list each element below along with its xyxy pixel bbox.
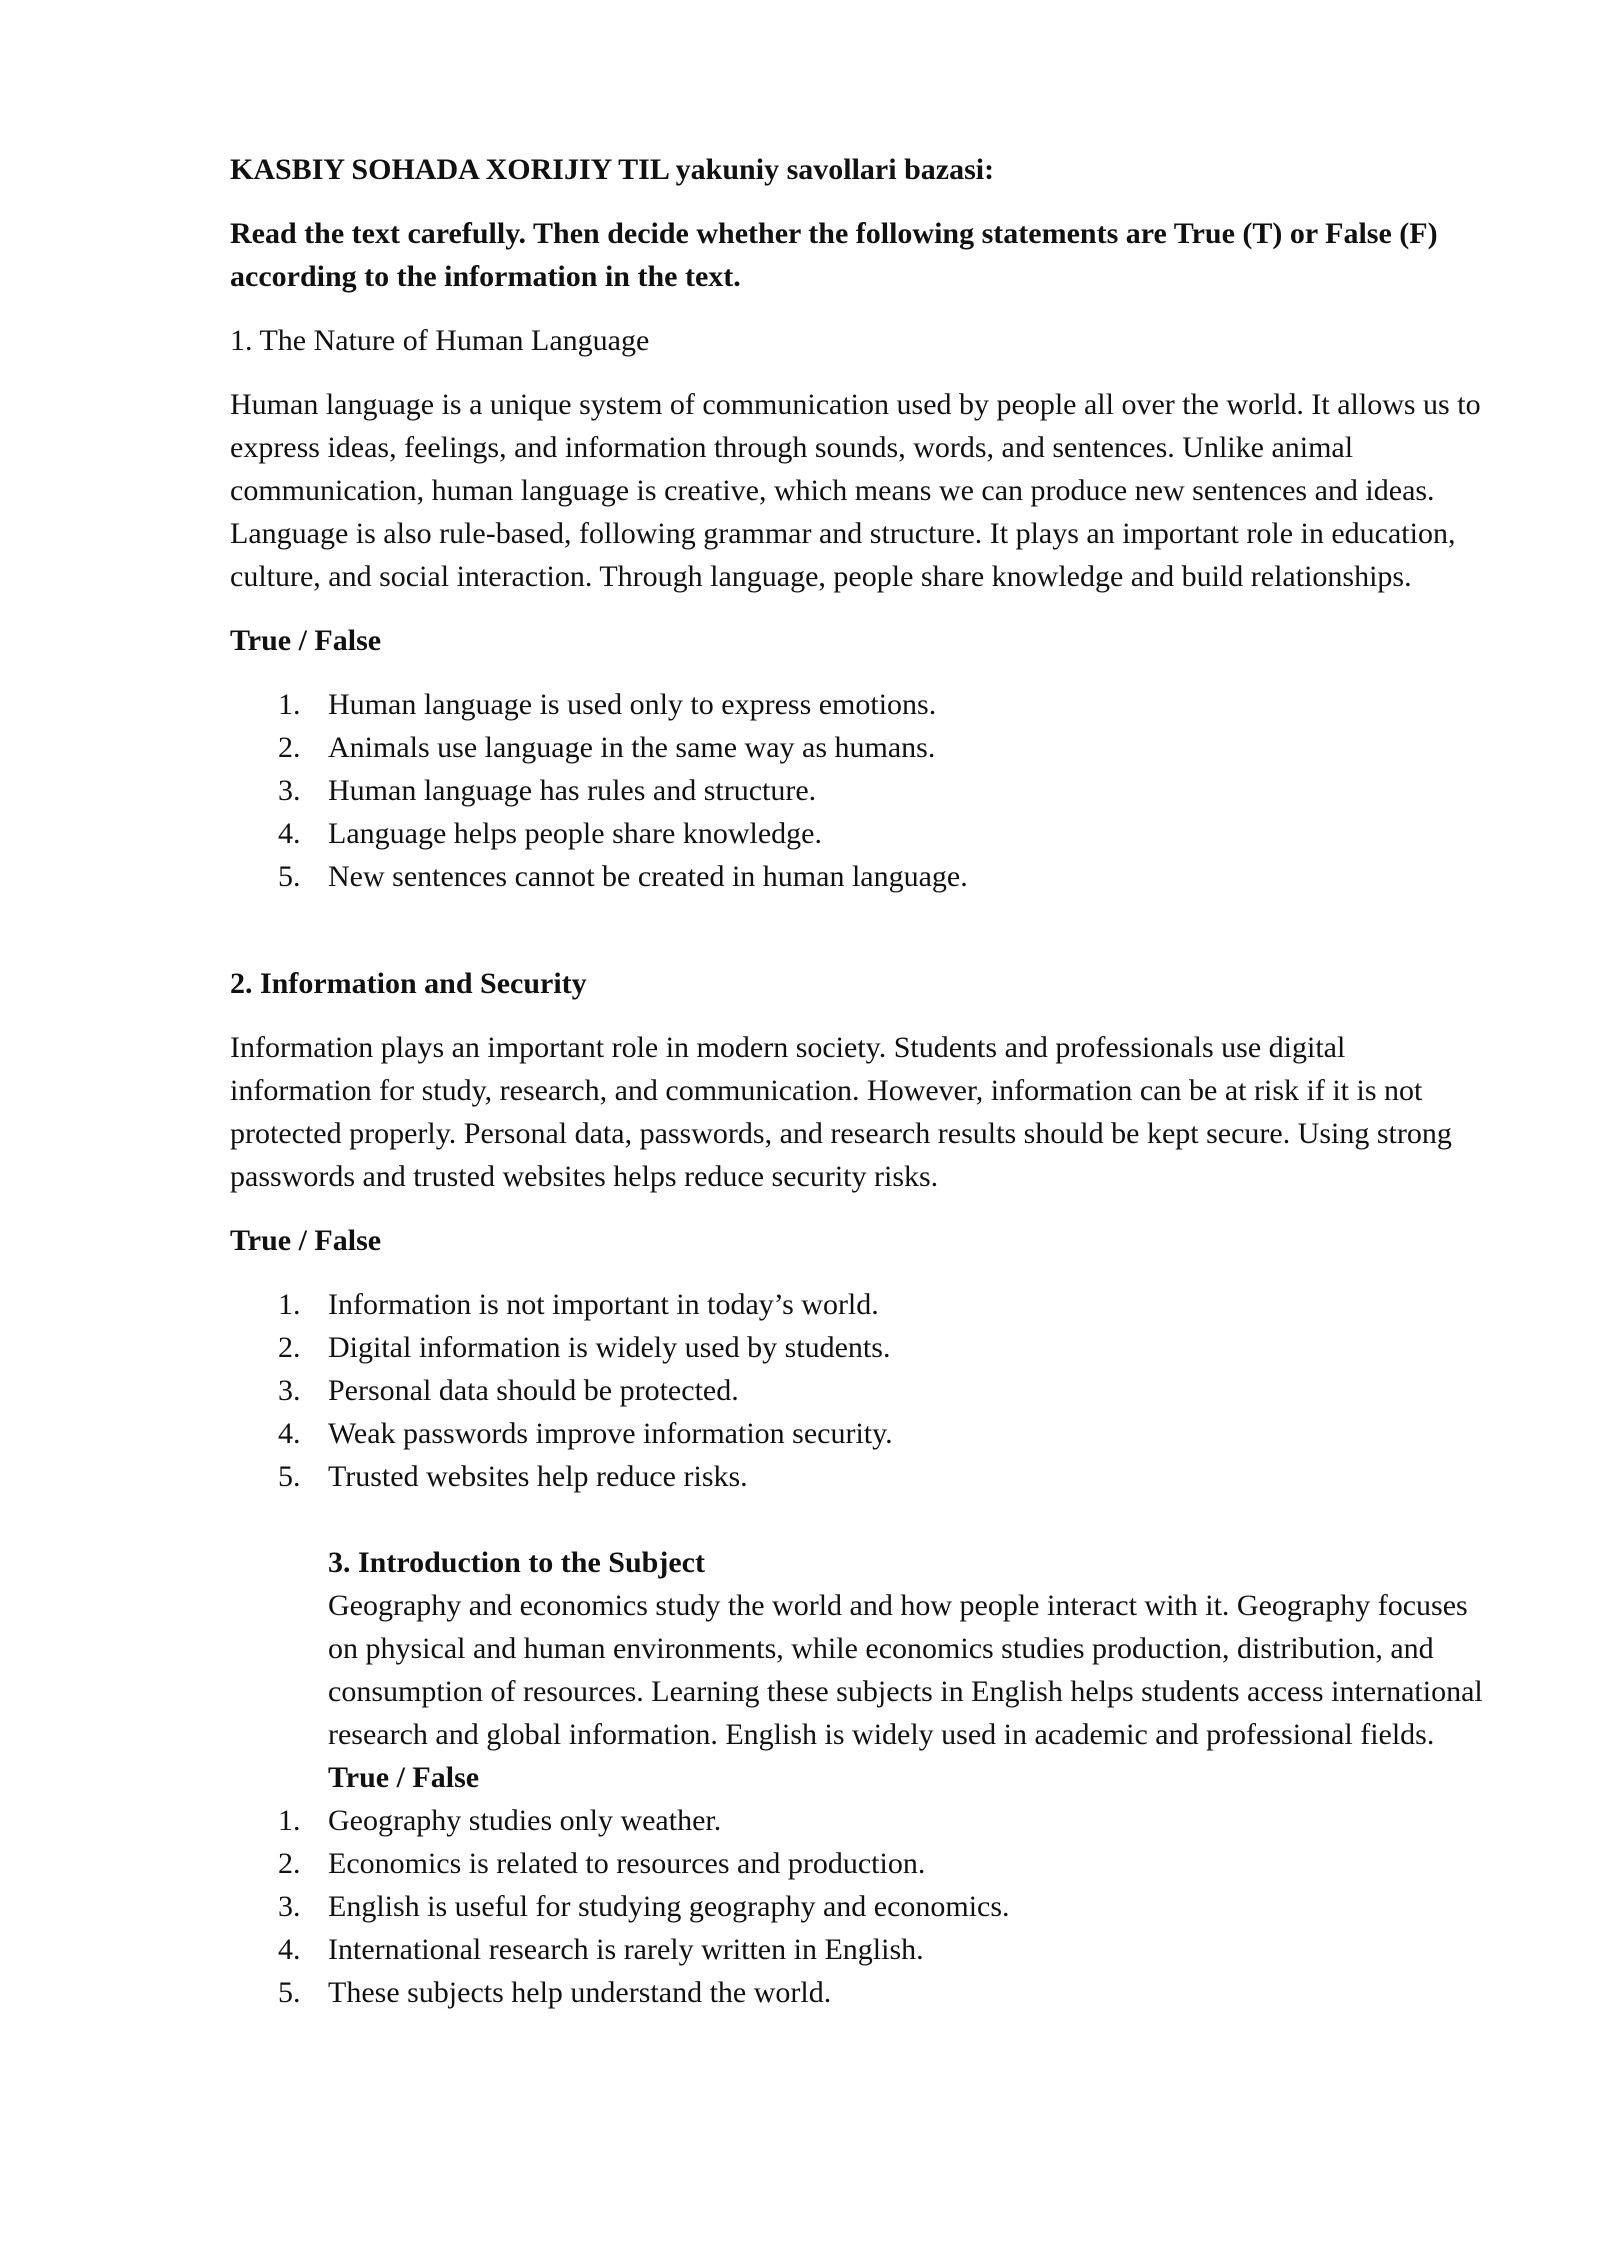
list-item bbox=[230, 1369, 1490, 1412]
statement-text: Personal data should be protected. bbox=[328, 1374, 739, 1407]
statement-text: Human language has rules and structure. bbox=[328, 774, 817, 807]
item-number: 3. bbox=[278, 774, 301, 807]
item-number: 1. bbox=[278, 1804, 301, 1837]
list-item bbox=[230, 1928, 1490, 1971]
list-item bbox=[230, 726, 1490, 769]
list-item bbox=[230, 1455, 1490, 1498]
section-spacer bbox=[230, 1519, 1490, 1541]
section-2-text: Information plays an important role in modern society. Students and professionals use digital information for study, research, and communication. However, information can be at risk if it is not protected properly. Personal data, passwords, and research results should be kept secure. Using strong passwords and trusted websites helps reduce security risks. bbox=[230, 1031, 1452, 1193]
statement-text: Geography studies only weather. bbox=[328, 1804, 722, 1837]
statement-text: Language helps people share knowledge. bbox=[328, 817, 822, 850]
list-item bbox=[230, 1971, 1490, 2014]
instruction-text: Read the text carefully. Then decide whether the following statements are True (T) or False (F) according to the information in the text. bbox=[230, 217, 1438, 293]
item-number: 1. bbox=[278, 688, 301, 721]
section-1-text: Human language is a unique system of communication used by people all over the world. It allows us to express ideas, feelings, and information through sounds, words, and sentences. Unlike animal communication, human language is creative, which means we can produce new sentences and ideas. Language is also rule-based, following grammar and structure. It plays an important role in education, culture, and social interaction. Through language, people share knowledge and build relationships. bbox=[230, 388, 1481, 593]
document-page bbox=[230, 148, 1490, 2035]
section-1-tf-label: True / False bbox=[230, 624, 382, 657]
list-item bbox=[230, 1842, 1490, 1885]
list-item bbox=[230, 1885, 1490, 1928]
item-number: 4. bbox=[278, 1933, 301, 1966]
item-number: 5. bbox=[278, 1460, 301, 1493]
section-3-block bbox=[230, 1541, 1490, 1799]
section-2-statements bbox=[230, 1283, 1490, 1498]
statement-text: Animals use language in the same way as humans. bbox=[328, 731, 936, 764]
section-2-heading: 2. Information and Security bbox=[230, 967, 587, 1000]
item-number: 3. bbox=[278, 1374, 301, 1407]
statement-text: Human language is used only to express emotions. bbox=[328, 688, 937, 721]
statement-text: Digital information is widely used by students. bbox=[328, 1331, 891, 1364]
item-number: 1. bbox=[278, 1288, 301, 1321]
document-title: KASBIY SOHADA XORIJIY TIL yakuniy savollari bazasi: bbox=[230, 153, 995, 186]
statement-text: Trusted websites help reduce risks. bbox=[328, 1460, 748, 1493]
item-number: 2. bbox=[278, 1847, 301, 1880]
list-item bbox=[230, 1799, 1490, 1842]
item-number: 2. bbox=[278, 1331, 301, 1364]
item-number: 4. bbox=[278, 1417, 301, 1450]
statement-text: Information is not important in today’s world. bbox=[328, 1288, 879, 1321]
item-number: 5. bbox=[278, 860, 301, 893]
statement-text: New sentences cannot be created in human language. bbox=[328, 860, 968, 893]
section-3-statements bbox=[230, 1799, 1490, 2014]
section-2-tf-label: True / False bbox=[230, 1224, 382, 1257]
item-number: 5. bbox=[278, 1976, 301, 2009]
section-3-text: Geography and economics study the world and how people interact with it. Geography focuses on physical and human environments, while economics studies production, distribution, and consumption of resources. Learning these subjects in English helps students access international research and global information. English is widely used in academic and professional fields. bbox=[328, 1589, 1483, 1751]
list-item bbox=[230, 1283, 1490, 1326]
list-item bbox=[230, 1412, 1490, 1455]
list-item bbox=[230, 683, 1490, 726]
statement-text: International research is rarely written in English. bbox=[328, 1933, 924, 1966]
statement-text: Weak passwords improve information security. bbox=[328, 1417, 893, 1450]
list-item bbox=[230, 812, 1490, 855]
statement-text: Economics is related to resources and production. bbox=[328, 1847, 926, 1880]
section-3-tf-label: True / False bbox=[328, 1761, 480, 1794]
list-item bbox=[230, 855, 1490, 898]
list-item bbox=[230, 769, 1490, 812]
section-1-heading: 1. The Nature of Human Language bbox=[230, 324, 650, 357]
section-1-statements bbox=[230, 683, 1490, 898]
item-number: 4. bbox=[278, 817, 301, 850]
item-number: 3. bbox=[278, 1890, 301, 1923]
statement-text: English is useful for studying geography and economics. bbox=[328, 1890, 1010, 1923]
section-3-heading: 3. Introduction to the Subject bbox=[328, 1546, 705, 1579]
statement-text: These subjects help understand the world. bbox=[328, 1976, 832, 2009]
item-number: 2. bbox=[278, 731, 301, 764]
section-spacer bbox=[230, 919, 1490, 962]
list-item bbox=[230, 1326, 1490, 1369]
